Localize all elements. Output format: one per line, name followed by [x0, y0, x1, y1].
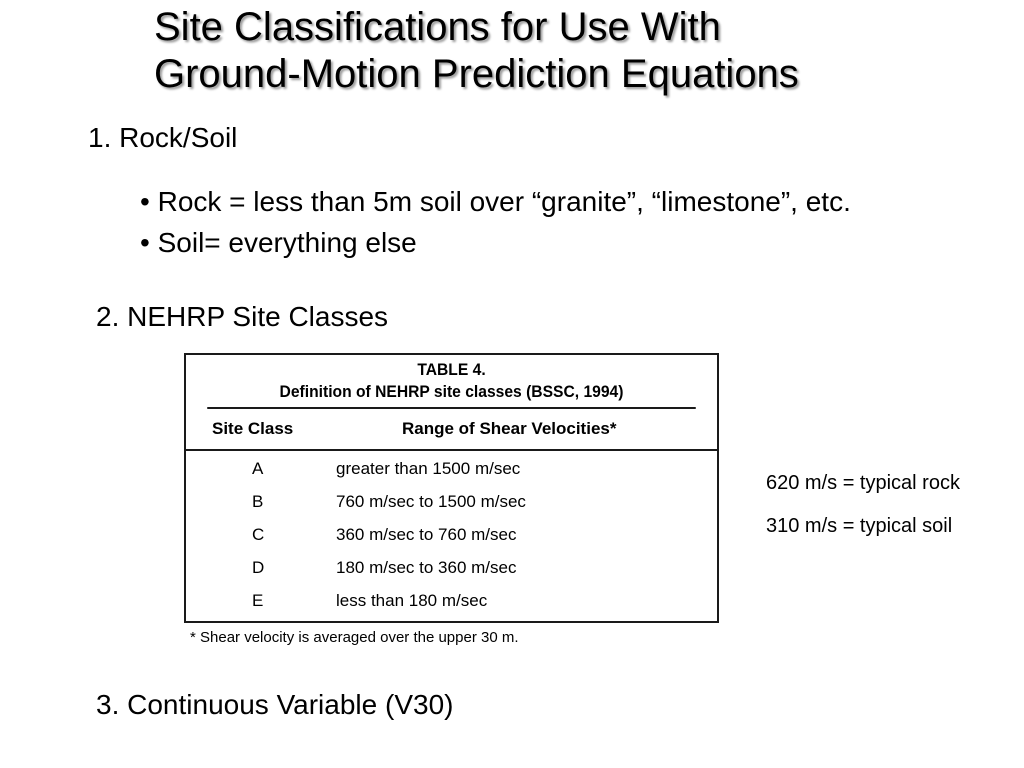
site-class-cell: E [252, 590, 264, 610]
rock-soil-bullet-list [140, 181, 851, 263]
table-header-row [186, 409, 717, 451]
table-caption-title: Definition of NEHRP site classes (BSSC, 1994) [279, 382, 624, 401]
bullet-soil: • Soil= everything else [140, 222, 851, 263]
slide-title-line-1: Site Classifications for Use With [154, 5, 721, 49]
shear-velocity-cell: 360 m/sec to 760 m/sec [336, 524, 517, 544]
bullet-rock: • Rock = less than 5m soil over “granite”, “limestone”, etc. [140, 181, 851, 222]
nehrp-table-figure [184, 353, 719, 646]
shear-velocity-cell: 180 m/sec to 360 m/sec [336, 557, 517, 577]
site-class-cell: C [252, 524, 265, 544]
note-typical-rock: 620 m/s = typical rock [766, 472, 960, 494]
site-class-cell: D [252, 557, 265, 577]
shear-velocity-cell: less than 180 m/sec [336, 590, 488, 610]
slide-title-line-2: Ground-Motion Prediction Equations [154, 52, 799, 96]
note-typical-soil: 310 m/s = typical soil [766, 515, 953, 537]
shear-velocity-cell: greater than 1500 m/sec [336, 459, 521, 479]
table-footnote: * Shear velocity is averaged over the upper 30 m. [190, 628, 519, 646]
table-body [186, 451, 717, 621]
table-row [186, 453, 717, 486]
table-row [186, 551, 717, 584]
table-caption-number: TABLE 4. [417, 360, 486, 379]
shear-velocity-cell: 760 m/sec to 1500 m/sec [336, 492, 526, 512]
table-row [186, 486, 717, 519]
column-header-shear-velocity: Range of Shear Velocities* [402, 419, 617, 438]
table-row [186, 519, 717, 552]
site-class-cell: B [252, 492, 264, 512]
slide-title [154, 4, 799, 98]
section-heading-continuous-variable: 3. Continuous Variable (V30) [96, 689, 454, 720]
section-heading-nehrp: 2. NEHRP Site Classes [96, 301, 389, 332]
table-row [186, 584, 717, 617]
section-heading-rock-soil: 1. Rock/Soil [88, 122, 238, 153]
table-caption [207, 355, 696, 409]
nehrp-table [184, 353, 719, 623]
column-header-site-class: Site Class [212, 419, 294, 438]
site-class-cell: A [252, 459, 264, 479]
